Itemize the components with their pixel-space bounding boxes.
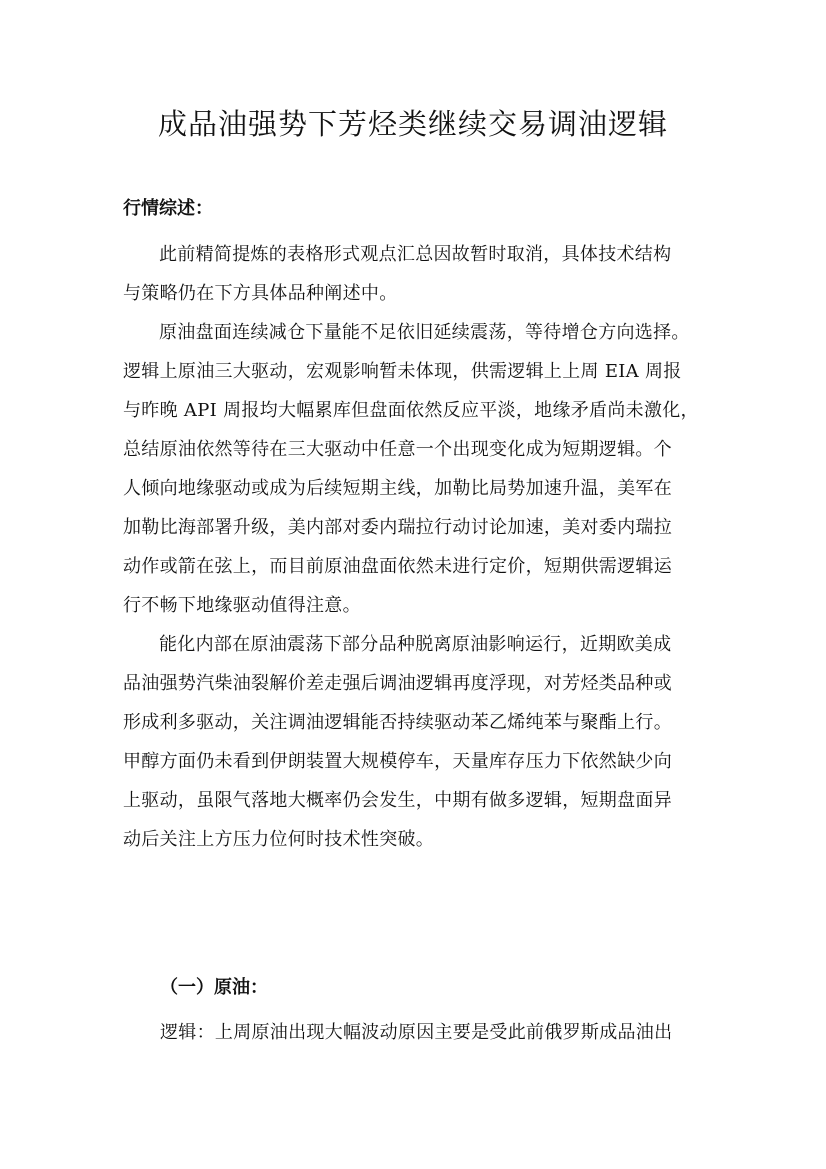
paragraph-line: 原油盘面连续减仓下量能不足依旧延续震荡，等待增仓方向选择。 [159, 322, 690, 343]
paragraph-line: 行不畅下地缘驱动值得注意。 [123, 595, 361, 616]
crude-oil-first-line: 逻辑：上周原油出现大幅波动原因主要是受此前俄罗斯成品油出 [160, 1022, 673, 1043]
paragraph-line: 动后关注上方压力位何时技术性突破。 [123, 829, 435, 850]
paragraph-line: 逻辑上原油三大驱动，宏观影响暂未体现，供需逻辑上上周 EIA 周报 [123, 361, 682, 382]
crude-oil-heading: （一）原油： [160, 977, 268, 998]
paragraph-line: 动作或箭在弦上，而目前原油盘面依然未进行定价，短期供需逻辑运 [123, 556, 672, 577]
paragraph-line: 加勒比海部署升级，美内部对委内瑞拉行动讨论加速，美对委内瑞拉 [123, 517, 672, 538]
paragraph-line: 总结原油依然等待在三大驱动中任意一个出现变化成为短期逻辑。个 [123, 439, 672, 460]
paragraph-line: 品油强势汽柴油裂解价差走强后调油逻辑再度浮现，对芳烃类品种或 [123, 673, 672, 694]
paragraph-line: 形成利多驱动，关注调油逻辑能否持续驱动苯乙烯纯苯与聚酯上行。 [123, 712, 672, 733]
paragraph-line: 人倾向地缘驱动或成为后续短期主线，加勒比局势加速升温，美军在 [123, 478, 672, 499]
paragraph-line: 上驱动，虽限气落地大概率仍会发生，中期有做多逻辑，短期盘面异 [123, 790, 672, 811]
paragraph-line: 能化内部在原油震荡下部分品种脱离原油影响运行，近期欧美成 [159, 634, 672, 655]
paragraph-line: 甲醇方面仍未看到伊朗装置大规模停车，天量库存压力下依然缺少向 [123, 751, 672, 772]
document-title: 成品油强势下芳烃类继续交易调油逻辑 [157, 107, 668, 141]
paragraph-2 [123, 313, 723, 625]
paragraph-line: 与昨晚 API 周报均大幅累库但盘面依然反应平淡，地缘矛盾尚未激化， [123, 400, 699, 421]
overview-heading: 行情综述： [123, 198, 213, 219]
paragraph-line: 与策略仍在下方具体品种阐述中。 [123, 283, 398, 304]
paragraph-1 [123, 235, 723, 313]
overview-body [123, 235, 723, 859]
paragraph-line: 此前精简提炼的表格形式观点汇总因故暂时取消，具体技术结构 [159, 244, 672, 265]
paragraph-3 [123, 625, 723, 859]
